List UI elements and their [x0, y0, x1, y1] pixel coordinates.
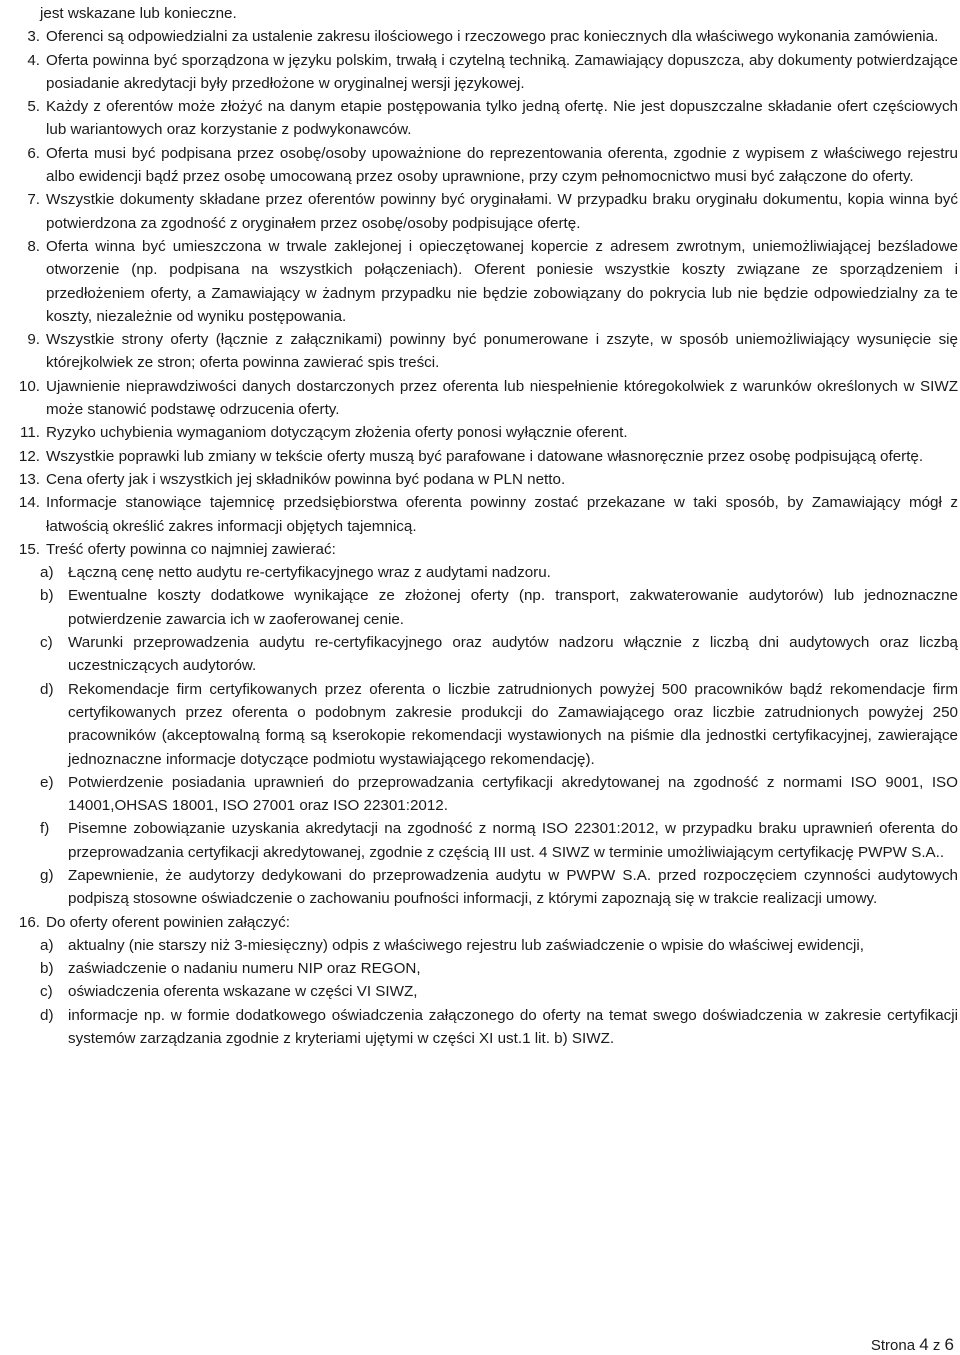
- list-item: [12, 421, 958, 444]
- sub-letter: b): [40, 587, 54, 605]
- item-number: 3.: [27, 28, 40, 46]
- sub-text: Ewentualne koszty dodatkowe wynikające ze złożonej oferty (np. transport, zakwaterowanie audytorów) lub jednoznaczne potwierdzenie zawarcia ich w zaoferowanej cenie.: [68, 587, 958, 628]
- sub-item: [12, 817, 958, 864]
- sub-text: Łączną cenę netto audytu re-certyfikacyjnego wraz z audytami nadzoru.: [68, 564, 551, 582]
- item-number: 12.: [18, 447, 40, 465]
- list-item: [12, 328, 958, 375]
- item-number: 9.: [27, 331, 40, 349]
- footer-of: z: [932, 1337, 941, 1354]
- item-number: 8.: [27, 237, 40, 255]
- sub-letter: g): [40, 866, 54, 884]
- sub-item: [12, 678, 958, 771]
- numbered-list: [12, 25, 958, 1050]
- sub-letter: b): [40, 960, 54, 978]
- sub-item: [12, 631, 958, 678]
- sub-text: Potwierdzenie posiadania uprawnień do przeprowadzania certyfikacji akredytowanej na zgodność z normami ISO 9001, ISO 14001,OHSAS 18001, ISO 27001 oraz ISO 22301:2012.: [68, 773, 958, 815]
- list-item: [12, 491, 958, 538]
- sub-letter: a): [40, 564, 54, 582]
- item-number: 15.: [18, 540, 40, 558]
- item-number: 10.: [18, 377, 40, 395]
- item-text: Ujawnienie nieprawdziwości danych dostarczonych przez oferenta lub niespełnienie któregokolwiek z warunków określonych w SIWZ może stanowić podstawę odrzucenia oferty.: [46, 377, 958, 419]
- sub-item: [12, 771, 958, 818]
- item-text: Oferta winna być umieszczona w trwale zaklejonej i opieczętowanej kopercie z adresem zwrotnym, uniemożliwiającej bezśladowe otworzenie (np. podpisana na wszystkich połączeniach). Oferent poniesie wszystkie koszty związane ze sporządzeniem i przedłożeniem oferty, a Zamawiający w żadnym przypadku nie będzie zobowiązany do pokrycia lub nie będzie odpowiedzialny za te koszty, niezależnie od wyniku postępowania.: [46, 237, 958, 325]
- item-text: Wszystkie dokumenty składane przez oferentów powinny być oryginałami. W przypadku braku oryginału dokumentu, kopia winna być potwierdzona za zgodność z oryginałem przez osobę/osoby podpisujące ofertę.: [46, 191, 958, 232]
- sublist-16: [12, 934, 958, 1050]
- list-item: [12, 375, 958, 422]
- sub-item: [12, 584, 958, 631]
- item-number: 14.: [18, 494, 40, 512]
- sub-item: [12, 561, 958, 584]
- sub-letter: d): [40, 680, 54, 698]
- item-number: 11.: [20, 424, 40, 442]
- page-footer: [871, 1335, 954, 1355]
- list-item: [12, 95, 958, 142]
- item-text: Oferenci są odpowiedzialni za ustalenie zakresu ilościowego i rzeczowego prac koniecznych dla właściwego wykonania zamówienia.: [46, 28, 939, 46]
- item-number: 13.: [18, 470, 40, 488]
- item-text: Do oferty oferent powinien załączyć:: [46, 913, 290, 931]
- list-item: [12, 911, 958, 934]
- sub-item: [12, 1004, 958, 1051]
- item-text: Oferta musi być podpisana przez osobę/osoby upoważnione do reprezentowania oferenta, zgodnie z wypisem z właściwego rejestru albo ewidencji bądź przez osobę umocowaną przez osoby uprawnione, przy czym pełnomocnictwo musi być załączone do oferty.: [46, 144, 958, 186]
- sub-letter: d): [40, 1006, 54, 1024]
- sub-letter: a): [40, 936, 54, 954]
- sub-letter: c): [40, 634, 53, 652]
- item-number: 6.: [27, 144, 40, 162]
- item-number: 4.: [27, 51, 40, 69]
- list-item: [12, 445, 958, 468]
- item-number: 16.: [18, 913, 40, 931]
- sub-item: [12, 864, 958, 911]
- item-text: Wszystkie poprawki lub zmiany w tekście oferty muszą być parafowane i datowane własnoręcznie przez osobę podpisującą ofertę.: [46, 447, 924, 465]
- item-text: Wszystkie strony oferty (łącznie z załącznikami) powinny być ponumerowane i zszyte, w sposób uniemożliwiający wysunięcie się którejkolwiek ze stron; oferta powinna zawierać spis treści.: [46, 331, 958, 372]
- sub-letter: e): [40, 773, 54, 791]
- item-text: Każdy z oferentów może złożyć na danym etapie postępowania tylko jedną ofertę. Nie jest dopuszczalne składanie ofert częściowych lub wariantowych oraz korzystanie z podwykonawców.: [46, 98, 958, 139]
- item-number: 5.: [27, 98, 40, 116]
- sub-letter: f): [40, 820, 50, 838]
- item-number: 7.: [27, 191, 40, 209]
- item-text: Cena oferty jak i wszystkich jej składników powinna być podana w PLN netto.: [46, 470, 566, 488]
- sub-text: Pisemne zobowiązanie uzyskania akredytacji na zgodność z normą ISO 22301:2012, w przypadku braku uprawnień oferenta do przeprowadzania certyfikacji akredytowanej, zgodnie z częścią III ust. 4 SIWZ w terminie umożliwiającym certyfikację PWPW S.A..: [68, 820, 958, 861]
- list-item: [12, 49, 958, 96]
- list-item: [12, 468, 958, 491]
- sub-item: [12, 957, 958, 980]
- intro-continuation: jest wskazane lub konieczne.: [40, 5, 237, 22]
- list-item: [12, 538, 958, 561]
- list-item: [12, 188, 958, 235]
- item-text: Informacje stanowiące tajemnicę przedsiębiorstwa oferenta powinny zostać przekazane w taki sposób, by Zamawiający mógł z łatwością określić zakres informacji objętych tajemnicą.: [46, 494, 958, 535]
- sub-text: zaświadczenie o nadaniu numeru NIP oraz REGON,: [68, 960, 421, 978]
- sub-item: [12, 980, 958, 1003]
- item-text: Oferta powinna być sporządzona w języku polskim, trwałą i czytelną techniką. Zamawiający dopuszcza, aby dokumenty potwierdzające posiadanie akredytacji były przedłożone w oryginalnej wersji językowej.: [46, 51, 958, 92]
- footer-page-number: 4: [919, 1335, 929, 1354]
- item-text: Treść oferty powinna co najmniej zawierać:: [46, 540, 336, 558]
- sub-item: [12, 934, 958, 957]
- footer-label: Strona: [870, 1337, 916, 1354]
- sub-text: Warunki przeprowadzenia audytu re-certyfikacyjnego oraz audytów nadzoru włącznie z liczbą dni audytowych oraz liczbą uczestniczących audytorów.: [68, 634, 958, 675]
- list-item: [12, 25, 958, 48]
- sub-text: Rekomendacje firm certyfikowanych przez oferenta o liczbie zatrudnionych powyżej 500 pracowników bądź rekomendacje firm certyfikowanych przez oferenta o podobnym zakresie produkcji do Zamawiającego oraz liczbie zatrudnionych powyżej 250 pracowników (akceptowalną formą są kserokopie rekomendacji wystawionych na piśmie dla jednostki certyfikacyjnej, zawierające jednoznaczne informacje dotyczące podmiotu wystawiającego rekomendację).: [68, 680, 958, 768]
- list-item: [12, 142, 958, 189]
- document-page: [12, 2, 958, 1050]
- sub-text: oświadczenia oferenta wskazane w części VI SIWZ,: [68, 983, 418, 1001]
- sub-text: Zapewnienie, że audytorzy dedykowani do przeprowadzenia audytu w PWPW S.A. przed rozpoczęciem czynności audytowych podpiszą stosowne oświadczenie o zachowaniu poufności informacji, z którymi zapoznają się w trakcie realizacji umowy.: [68, 866, 958, 908]
- list-item: [12, 235, 958, 328]
- sub-letter: c): [40, 983, 53, 1001]
- sub-text: informacje np. w formie dodatkowego oświadczenia załączonego do oferty na temat swego doświadczenia w zakresie certyfikacji systemów zarządzania zgodnie z kryteriami ujętymi w części XI ust.1 lit. b) SIWZ.: [68, 1006, 958, 1048]
- sublist-15: [12, 561, 958, 910]
- item-text: Ryzyko uchybienia wymaganiom dotyczącym złożenia oferty ponosi wyłącznie oferent.: [46, 424, 628, 442]
- sub-text: aktualny (nie starszy niż 3-miesięczny) odpis z właściwego rejestru lub zaświadczenie o wpisie do właściwej ewidencji,: [68, 936, 864, 954]
- footer-total-pages: 6: [944, 1335, 954, 1354]
